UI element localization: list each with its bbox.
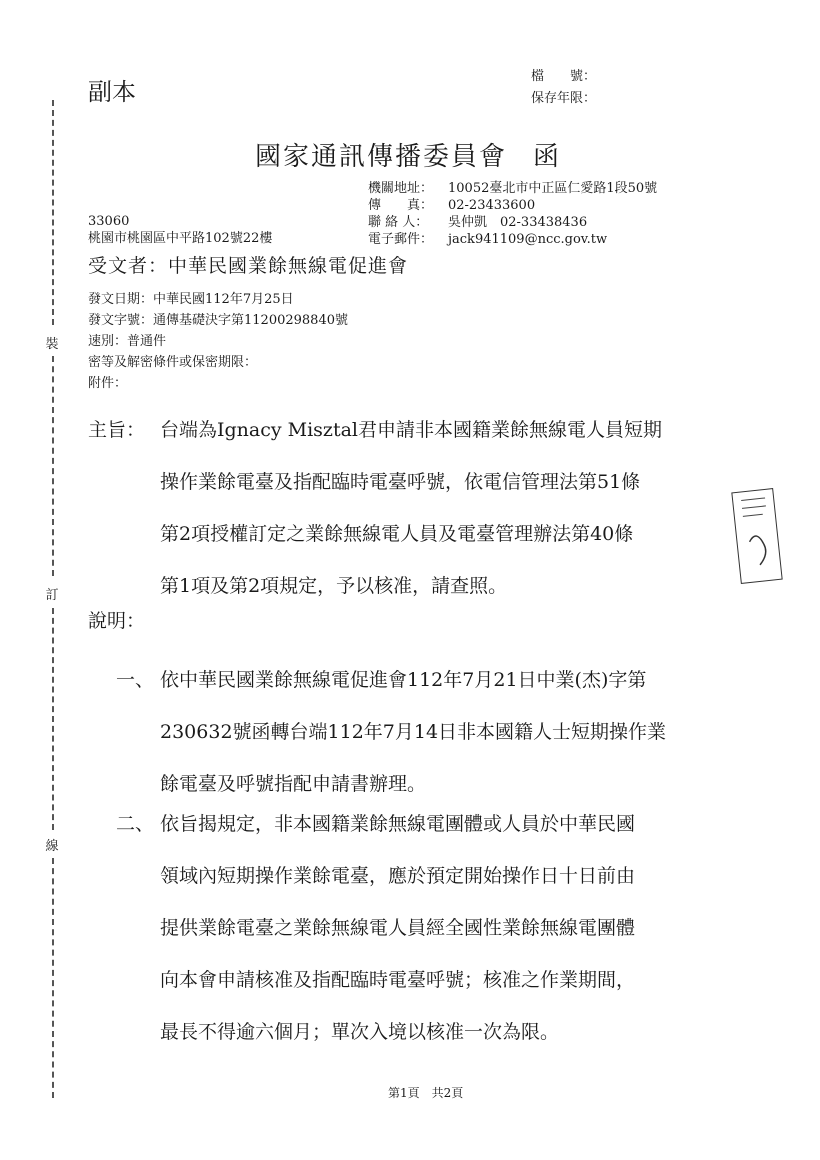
page-number: 第1頁 共2頁	[388, 1086, 464, 1100]
item-number: 一、	[116, 669, 155, 691]
recipient-name: 中華民國業餘無線電促進會	[168, 255, 409, 277]
subject-line: 第1項及第2項規定，予以核准，請查照。	[160, 575, 508, 597]
explanation-item	[116, 798, 736, 1058]
item-line: 依旨揭規定，非本國籍業餘無線電團體或人員於中華民國	[160, 813, 636, 835]
sender-address-label: 機關地址：	[368, 181, 434, 196]
binding-dashed-line	[52, 608, 54, 830]
subject-section	[88, 404, 728, 612]
recipient-postal-code: 33060	[88, 214, 130, 229]
agency-name: 國家通訊傳播委員會	[255, 142, 508, 172]
subject-first-line	[88, 404, 728, 456]
attachment-row	[88, 373, 348, 394]
sender-contact-label: 聯 絡 人：	[368, 215, 429, 230]
item-line: 230632號函轉台端112年7月14日非本國籍人士短期操作業	[160, 721, 667, 743]
document-type: 函	[533, 142, 562, 172]
sender-contact-row	[368, 214, 657, 231]
sender-fax-label: 傳 真：	[368, 198, 434, 213]
item-line: 依中華民國業餘無線電促進會112年7月21日中業(杰)字第	[160, 669, 647, 691]
subject-label: 主旨：	[88, 419, 146, 441]
item-line: 餘電臺及呼號指配申請書辦理。	[160, 773, 427, 795]
sender-address-row	[368, 180, 657, 197]
subject-line: 台端為Ignacy Misztal君申請非本國籍業餘無線電人員短期	[160, 419, 662, 441]
recipient-label: 受文者：	[88, 255, 169, 277]
file-info	[531, 66, 596, 110]
speed-label: 速別：	[88, 334, 128, 349]
sender-email: jack941109@ncc.gov.tw	[448, 232, 608, 247]
attachment-label: 附件：	[88, 376, 128, 391]
explanation-item-first-line	[116, 798, 736, 850]
file-no-label: 檔 號：	[531, 69, 597, 84]
sender-address: 10052臺北市中正區仁愛路1段50號	[448, 181, 658, 196]
sender-fax: 02-23433600	[448, 198, 536, 213]
item-line: 領域內短期操作業餘電臺，應於預定開始操作日十日前由	[160, 865, 636, 887]
issue-date-row	[88, 289, 348, 310]
stamp-mark-icon	[732, 489, 781, 583]
explanation-label: 說明：	[88, 610, 146, 632]
issue-date-label: 發文日期：	[88, 292, 154, 307]
subject-line: 操作業餘電臺及指配臨時電臺呼號，依電信管理法第51條	[160, 471, 641, 493]
speed-value: 普通件	[127, 334, 167, 349]
item-number: 二、	[116, 813, 155, 835]
recipient-address	[88, 213, 272, 247]
received-stamp	[731, 488, 782, 584]
copy-label: 副本	[88, 78, 136, 106]
speed-row	[88, 331, 348, 352]
item-line: 最長不得逾六個月；單次入境以核准一次為限。	[160, 1021, 560, 1043]
recipient-street-address: 桃園市桃園區中平路102號22樓	[88, 231, 273, 246]
item-line: 提供業餘電臺之業餘無線電人員經全國性業餘無線電團體	[160, 917, 636, 939]
binding-dashed-line	[52, 356, 54, 576]
explanation-item-first-line	[116, 654, 736, 706]
item-line: 向本會申請核准及指配臨時電臺呼號；核准之作業期間，	[160, 969, 636, 991]
doc-number-row	[88, 310, 348, 331]
document-meta	[88, 289, 348, 394]
explanation-item	[116, 654, 736, 810]
sender-fax-row	[368, 197, 657, 214]
subject-line: 第2項授權訂定之業餘無線電人員及電臺管理辦法第40條	[160, 523, 634, 545]
doc-number-label: 發文字號：	[88, 313, 154, 328]
binding-mark-middle: 訂	[45, 588, 59, 603]
binding-dashed-line	[52, 858, 54, 1098]
secrecy-row	[88, 352, 348, 373]
recipient-line	[88, 251, 408, 278]
retention-label: 保存年限：	[531, 91, 597, 106]
sender-contact: 吳仲凱 02-33438436	[448, 215, 588, 230]
sender-info	[368, 180, 657, 248]
sender-email-label: 電子郵件：	[368, 232, 434, 247]
issue-date: 中華民國112年7月25日	[153, 292, 294, 307]
doc-number: 通傳基礎決字第11200298840號	[153, 313, 348, 328]
binding-mark-top: 裝	[45, 337, 59, 352]
binding-dashed-line	[52, 100, 54, 325]
binding-mark-bottom: 線	[45, 839, 59, 854]
secrecy-label: 密等及解密條件或保密期限：	[88, 355, 258, 370]
document-title	[255, 136, 561, 173]
sender-email-row	[368, 231, 657, 248]
